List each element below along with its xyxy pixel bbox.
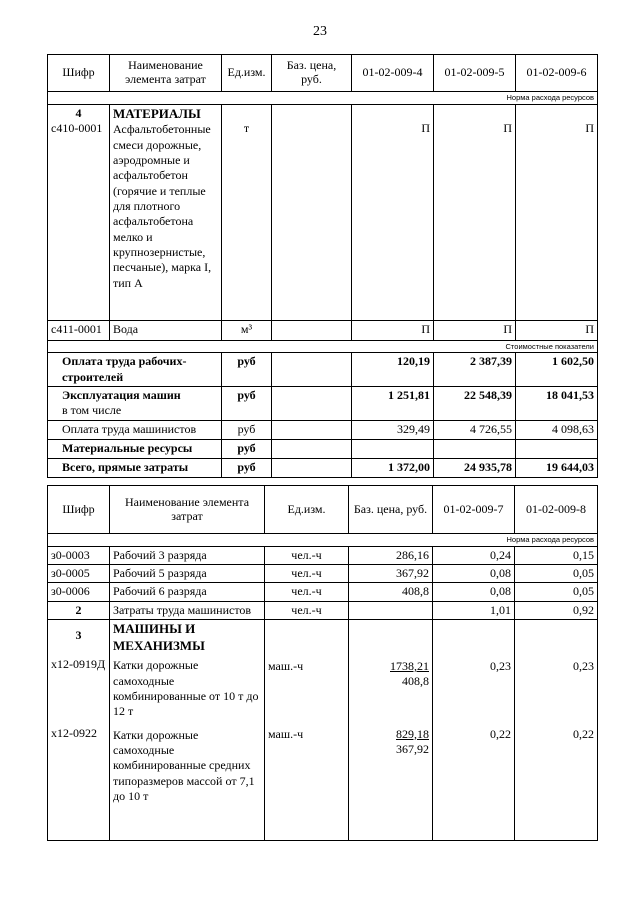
worker-row (48, 546, 598, 564)
norm-label: Норма расхода ресурсов (48, 534, 598, 547)
cost-price (272, 386, 352, 420)
header-name: Наименование элемента затрат (110, 55, 222, 92)
worker-row (48, 564, 598, 582)
cost-row (48, 386, 598, 420)
header-unit: Ед.изм. (222, 55, 272, 92)
header-code: Шифр (48, 55, 110, 92)
material-value: П (352, 104, 434, 320)
cost-name-cell (48, 386, 222, 420)
section-number: 4 (75, 105, 82, 120)
material-code: c410-0001 (51, 120, 103, 135)
header-price: Баз. цена, руб. (272, 55, 352, 92)
cost-unit: руб (222, 420, 272, 439)
cost-value: 22 548,39 (434, 386, 516, 420)
cost-name: Всего, прямые затраты (48, 458, 222, 477)
header-price: Баз. цена, руб. (349, 486, 433, 534)
worker-unit: чел.-ч (265, 583, 349, 601)
cost-name: Оплата труда машинистов (48, 420, 222, 439)
cost-unit: руб (222, 386, 272, 420)
cost-price (272, 458, 352, 477)
worker-price: 408,8 (349, 583, 433, 601)
cost-value: 1 372,00 (352, 458, 434, 477)
worker-row (48, 583, 598, 601)
cost-row (48, 458, 598, 477)
cost-name: Оплата труда рабочих-строителей (48, 353, 222, 387)
worker-value: 0,08 (433, 583, 515, 601)
material-price (272, 320, 352, 340)
labor-row (48, 601, 598, 619)
header-code-col-1: 01-02-009-4 (352, 55, 434, 92)
material-unit: т (222, 104, 272, 320)
cost-value: 1 251,81 (352, 386, 434, 420)
machine-name: Катки дорожные самоходные комбинированные средних типоразмеров массой от 7,1 до 10 т (113, 727, 255, 804)
material-name: Асфальтобетонные смеси дорожные, аэродромные и асфальтобетон (горячие и теплые для плотного асфальтобетона мелко и крупнозернистые, песчаные), марка I, тип А (113, 122, 212, 290)
cost-label: Стоимостные показатели (48, 340, 598, 353)
material-value: П (352, 320, 434, 340)
labor-number: 2 (48, 601, 110, 619)
cost-value (516, 439, 598, 458)
header-code-col-2: 01-02-009-8 (515, 486, 598, 534)
machine-unit: маш.-ч (268, 727, 304, 742)
cost-subname: в том числе (62, 403, 122, 418)
machine-value: 0,23 (573, 659, 594, 674)
resource-table-2 (47, 485, 598, 841)
labor-value: 0,92 (515, 601, 598, 619)
material-row (48, 320, 598, 340)
cost-value (434, 439, 516, 458)
worker-name: Рабочий 3 разряда (110, 546, 265, 564)
machine-value: 0,22 (573, 727, 594, 742)
material-price (272, 104, 352, 320)
worker-code: з0-0006 (48, 583, 110, 601)
worker-code: з0-0003 (48, 546, 110, 564)
cost-price (272, 353, 352, 387)
material-code-cell (48, 104, 110, 320)
machine-price: 1738,21 (390, 659, 429, 674)
labor-name: Затраты труда машинистов (110, 601, 265, 619)
material-name: Вода (110, 320, 222, 340)
cost-value: 4 726,55 (434, 420, 516, 439)
worker-value: 0,15 (515, 546, 598, 564)
cost-unit: руб (222, 353, 272, 387)
header-unit: Ед.изм. (265, 486, 349, 534)
machine-code: х12-0919Д (51, 657, 106, 672)
cost-row (48, 353, 598, 387)
worker-value: 0,05 (515, 583, 598, 601)
machine-value-cell (515, 620, 598, 841)
material-row (48, 104, 598, 320)
header-name: Наименование элемента затрат (110, 486, 265, 534)
material-name-cell (110, 104, 222, 320)
machine-price-sub: 367,92 (396, 742, 429, 757)
header-code-col-1: 01-02-009-7 (433, 486, 515, 534)
labor-unit: чел.-ч (265, 601, 349, 619)
worker-value: 0,08 (433, 564, 515, 582)
machine-code-cell (48, 620, 110, 841)
machine-code: х12-0922 (51, 725, 97, 740)
machine-value: 0,22 (490, 727, 511, 742)
worker-unit: чел.-ч (265, 564, 349, 582)
material-value: П (434, 104, 516, 320)
machine-value-cell (433, 620, 515, 841)
worker-code: з0-0005 (48, 564, 110, 582)
page-number: 23 (313, 24, 327, 39)
cost-value: 1 602,50 (516, 353, 598, 387)
cost-unit: руб (222, 458, 272, 477)
machine-name: Катки дорожные самоходные комбинированные от 10 т до 12 т (113, 658, 259, 719)
material-value: П (516, 104, 598, 320)
section-title: МАШИНЫ И МЕХАНИЗМЫ (113, 621, 205, 653)
material-value: П (516, 320, 598, 340)
worker-price: 286,16 (349, 546, 433, 564)
machine-unit: маш.-ч (268, 659, 304, 674)
header-code: Шифр (48, 486, 110, 534)
machine-price-sub: 408,8 (402, 674, 429, 689)
cost-value: 18 041,53 (516, 386, 598, 420)
cost-value: 329,49 (352, 420, 434, 439)
norm-label: Норма расхода ресурсов (48, 92, 598, 105)
header-code-col-2: 01-02-009-5 (434, 55, 516, 92)
worker-value: 0,05 (515, 564, 598, 582)
machine-value: 0,23 (490, 659, 511, 674)
cost-price (272, 420, 352, 439)
cost-row (48, 420, 598, 439)
material-code: c411-0001 (48, 320, 110, 340)
cost-value: 2 387,39 (434, 353, 516, 387)
cost-price (272, 439, 352, 458)
cost-value: 19 644,03 (516, 458, 598, 477)
cost-value: 4 098,63 (516, 420, 598, 439)
labor-value: 1,01 (433, 601, 515, 619)
machine-unit-cell (265, 620, 349, 841)
material-unit: м³ (222, 320, 272, 340)
cost-unit: руб (222, 439, 272, 458)
worker-unit: чел.-ч (265, 546, 349, 564)
machine-price: 829,18 (396, 726, 429, 741)
resource-table-1 (47, 54, 598, 478)
worker-name: Рабочий 5 разряда (110, 564, 265, 582)
worker-name: Рабочий 6 разряда (110, 583, 265, 601)
worker-price: 367,92 (349, 564, 433, 582)
cost-value (352, 439, 434, 458)
worker-value: 0,24 (433, 546, 515, 564)
cost-value: 24 935,78 (434, 458, 516, 477)
cost-row (48, 439, 598, 458)
machines-section (48, 620, 598, 841)
labor-price (349, 601, 433, 619)
machine-name-cell (110, 620, 265, 841)
cost-name: Материальные ресурсы (48, 439, 222, 458)
cost-name: Эксплуатация машин (62, 387, 181, 402)
header-code-col-3: 01-02-009-6 (516, 55, 598, 92)
material-value: П (434, 320, 516, 340)
machine-price-cell (349, 620, 433, 841)
section-title: МАТЕРИАЛЫ (113, 105, 201, 121)
section-number: 3 (75, 628, 82, 643)
cost-value: 120,19 (352, 353, 434, 387)
